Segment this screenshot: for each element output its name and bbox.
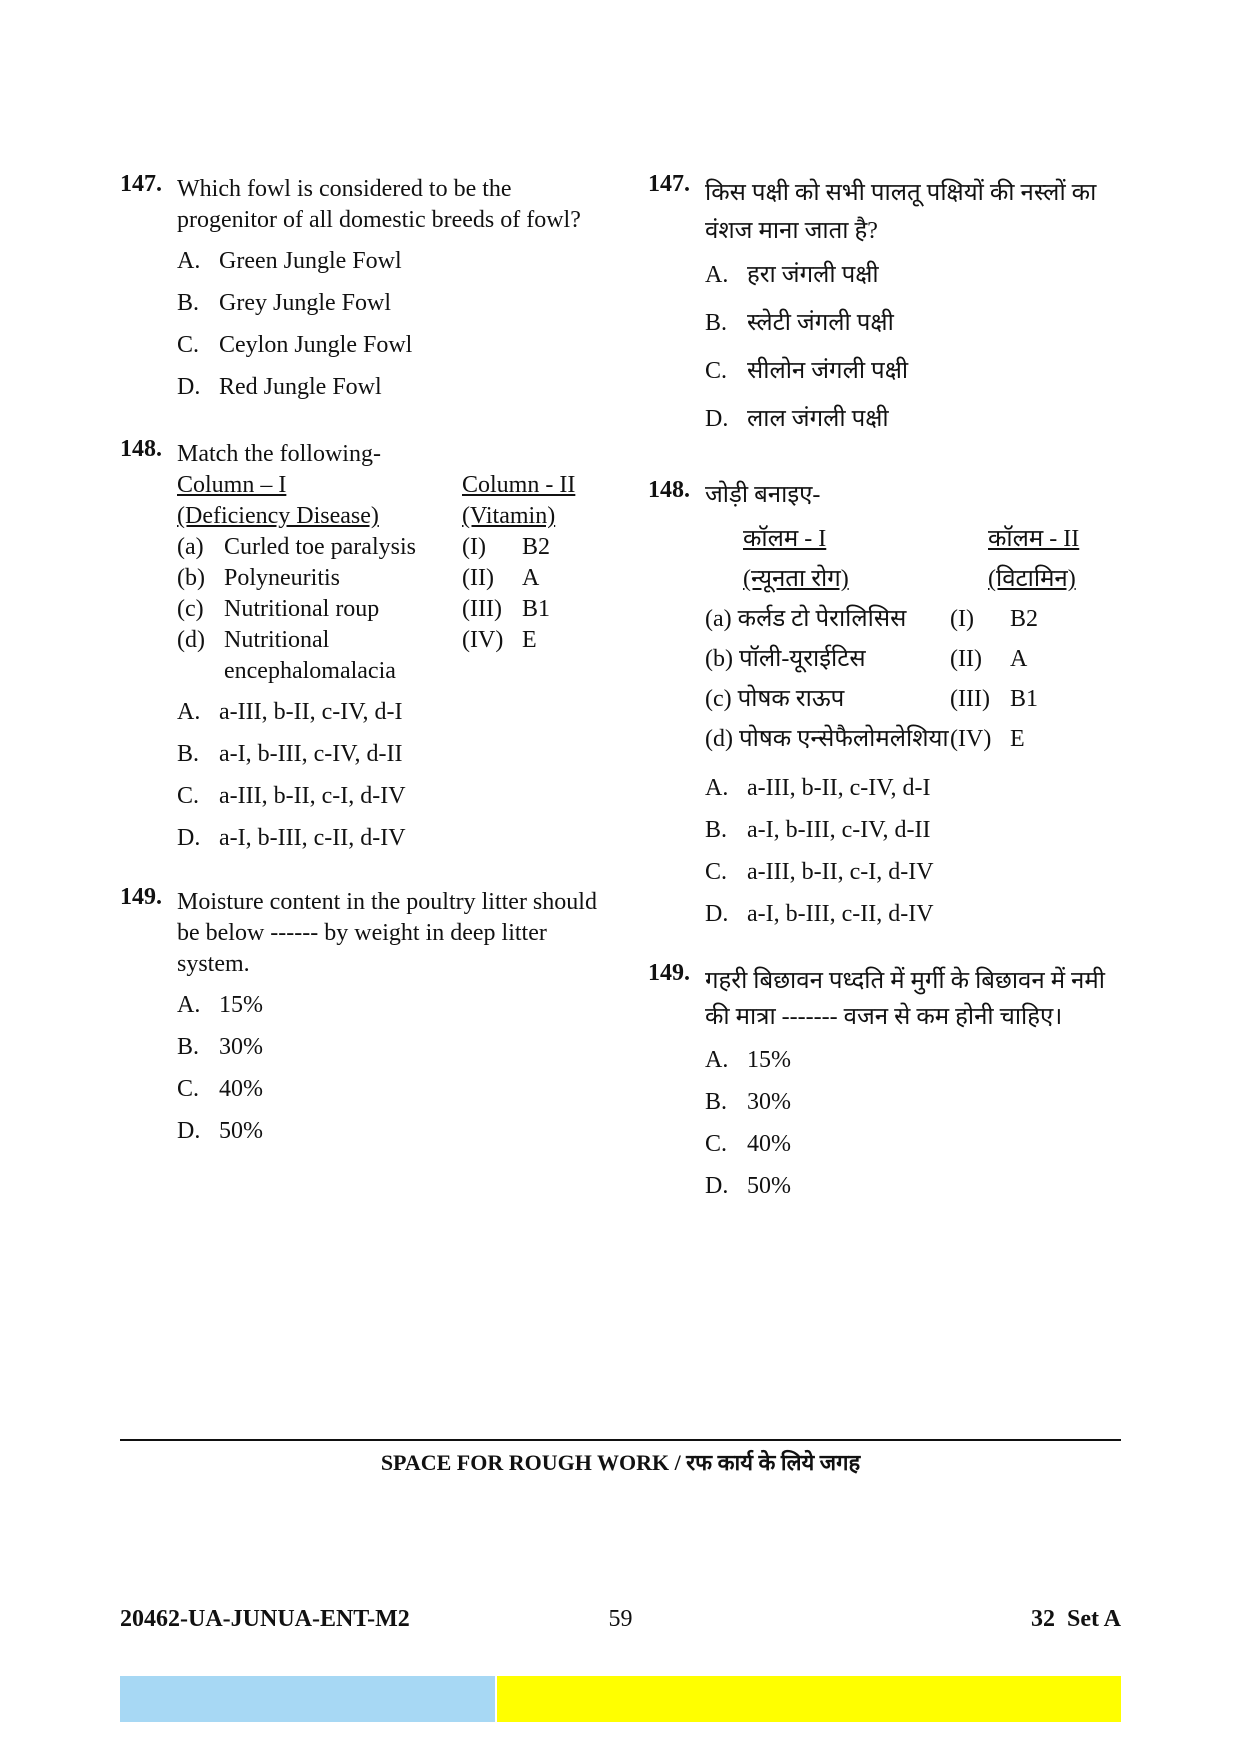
option-text: a-I, b-III, c-IV, d-II [219,741,403,767]
match-subheader [705,559,1128,599]
question-text: Moisture content in the poultry litter should be below ------ by weight in deep litter system. [177,889,597,977]
option[interactable] [177,739,600,781]
question-text: जोड़ी बनाइए- [705,482,821,508]
option[interactable] [705,773,1128,815]
option[interactable] [705,1045,1128,1087]
row-letter: (b) [177,565,205,591]
match-subheader [177,501,600,532]
option[interactable] [177,697,600,739]
option[interactable] [177,288,600,330]
row-vitamin: B2 [522,534,551,560]
option-label: C. [177,1076,200,1102]
match-row [177,532,600,563]
option-label: D. [177,825,201,851]
column-2-subtitle: (Vitamin) [462,503,556,529]
row-disease [705,644,950,675]
option[interactable] [705,1087,1128,1129]
option-text: स्लेटी जंगली पक्षी [747,310,894,336]
option[interactable] [177,1116,600,1158]
question-149-hi [648,960,1128,1213]
row-letter-inline: (b) [705,645,733,672]
option-label: D. [177,1118,201,1144]
option-label: C. [705,358,728,384]
row-letter: (d) [177,627,205,653]
option-text: 40% [747,1131,791,1157]
question-number: 147. [648,171,690,197]
row-vitamin: B1 [1010,685,1039,712]
footer-bar-blue [120,1676,495,1722]
option[interactable] [705,857,1128,899]
question-number: 148. [648,477,690,503]
question-number: 149. [648,960,690,986]
option-label: C. [177,783,200,809]
option-label: C. [177,332,200,358]
row-roman: (III) [950,685,990,712]
row-disease-text: पॉली-यूराईटिस [738,645,866,672]
option[interactable] [705,356,1128,404]
option-label: B. [177,741,200,767]
row-disease: Nutritional roup [224,596,380,622]
option-text: a-III, b-II, c-I, d-IV [747,859,934,885]
option-text: हरा जंगली पक्षी [747,262,879,288]
row-disease [705,684,950,715]
column-2-title: Column - II [462,472,576,498]
option-label: D. [705,901,729,927]
column-1-title: Column – I [177,472,287,498]
options-list [177,697,600,865]
options-list [177,990,600,1158]
question-text: Match the following- [177,441,381,467]
row-roman: (I) [462,534,486,560]
rough-work-label: SPACE FOR ROUGH WORK / रफ कार्य के लिये जगह [380,1450,861,1475]
option-text: Ceylon Jungle Fowl [219,332,413,358]
rough-work-divider [120,1439,1121,1441]
option-text: 15% [747,1047,791,1073]
option-label: B. [705,310,728,336]
option[interactable] [177,1032,600,1074]
option-text: 40% [219,1076,263,1102]
row-vitamin: B2 [1010,605,1039,632]
option-label: B. [705,1089,728,1115]
row-vitamin: A [1010,645,1028,672]
column-1-subtitle: (न्यूनता रोग) [743,566,849,592]
option[interactable] [705,1171,1128,1213]
option-label: D. [177,374,201,400]
row-letter-inline: (d) [705,725,733,752]
row-roman: (III) [462,596,502,622]
row-roman: (II) [462,565,494,591]
option[interactable] [705,1129,1128,1171]
options-list [705,260,1128,452]
row-roman: (II) [950,645,982,672]
option-text: a-I, b-III, c-II, d-IV [747,901,934,927]
question-147-hi [648,171,1128,452]
option-label: A. [705,775,729,801]
match-row [705,639,1128,679]
option-text: Grey Jungle Fowl [219,290,391,316]
match-row [705,599,1128,639]
options-list [705,773,1128,941]
option-text: a-III, b-II, c-IV, d-I [219,699,403,725]
match-row [705,679,1128,719]
option-label: C. [705,859,728,885]
option-text: 50% [219,1118,263,1144]
column-2-subtitle: (विटामिन) [988,566,1076,592]
paper-code: 20462-UA-JUNUA-ENT-M2 [120,1606,410,1632]
row-letter-inline: (c) [705,685,732,712]
question-148-hi [648,477,1128,941]
option[interactable] [177,372,600,414]
match-row [177,594,600,625]
option[interactable] [705,308,1128,356]
match-header [177,470,600,501]
match-row [705,719,1128,759]
option-label: A. [177,992,201,1018]
option-text: a-I, b-III, c-II, d-IV [219,825,406,851]
option-label: A. [177,699,201,725]
row-roman: (IV) [462,627,504,653]
question-148-en [120,436,600,865]
set-label: 32 Set A [1031,1606,1121,1632]
option[interactable] [177,246,600,288]
column-2-title: कॉलम - II [988,526,1080,552]
options-list [705,1045,1128,1213]
option-label: D. [705,1173,729,1199]
match-row [177,625,600,687]
column-1-title: कॉलम - I [743,526,827,552]
option[interactable] [705,899,1128,941]
match-row [177,563,600,594]
option-label: A. [705,1047,729,1073]
option-text: a-I, b-III, c-IV, d-II [747,817,931,843]
page-number: 59 [608,1606,633,1632]
option-text: सीलोन जंगली पक्षी [747,358,909,384]
option-text: a-III, b-II, c-I, d-IV [219,783,406,809]
row-disease: Curled toe paralysis [224,534,416,560]
row-disease-text: पोषक एन्सेफैलोमलेशिया [738,725,949,752]
row-disease [705,604,950,635]
option[interactable] [177,1074,600,1116]
option-text: 50% [747,1173,791,1199]
row-letter-inline: (a) [705,605,732,632]
options-list [177,246,600,414]
row-roman: (I) [950,605,974,632]
option[interactable] [705,404,1128,452]
row-vitamin: E [1010,725,1025,752]
question-number: 147. [120,171,162,197]
option-text: Green Jungle Fowl [219,248,402,274]
hindi-column [648,171,1128,1213]
option-text: लाल जंगली पक्षी [747,406,889,432]
question-text: किस पक्षी को सभी पालतू पक्षियों की नस्लों का वंशज माना जाता है? [705,180,1097,244]
option-label: B. [177,290,200,316]
option-label: A. [705,262,729,288]
row-letter: (c) [177,596,204,622]
question-text: गहरी बिछावन पध्दति में मुर्गी के बिछावन में नमी की मात्रा ------- वजन से कम होनी चाहिए। [705,968,1105,1030]
match-header [705,519,1128,559]
option-label: D. [705,406,729,432]
option-label: C. [705,1131,728,1157]
option-text: 30% [747,1089,791,1115]
option[interactable] [705,260,1128,308]
row-disease: Nutritional encephalomalacia [224,627,396,684]
option-text: 15% [219,992,263,1018]
option-text: a-III, b-II, c-IV, d-I [747,775,931,801]
english-column [120,171,600,1158]
option-text: Red Jungle Fowl [219,374,382,400]
row-disease: Polyneuritis [224,565,341,591]
question-149-en [120,884,600,1158]
option[interactable] [177,781,600,823]
question-147-en [120,171,600,414]
row-vitamin: B1 [522,596,551,622]
option[interactable] [705,815,1128,857]
question-number: 149. [120,884,162,910]
row-disease [705,724,950,755]
question-text: Which fowl is considered to be the progenitor of all domestic breeds of fowl? [177,176,581,233]
option-label: B. [177,1034,200,1060]
footer-bar-yellow [497,1676,1121,1722]
row-disease-text: कर्लड टो पेरालिसिस [737,605,907,632]
row-letter: (a) [177,534,204,560]
option[interactable] [177,990,600,1032]
row-roman: (IV) [950,725,992,752]
row-vitamin: E [522,627,537,653]
option-label: A. [177,248,201,274]
row-vitamin: A [522,565,540,591]
column-1-subtitle: (Deficiency Disease) [177,503,379,529]
option[interactable] [177,823,600,865]
option-text: 30% [219,1034,263,1060]
option[interactable] [177,330,600,372]
row-disease-text: पोषक राऊप [737,685,845,712]
option-label: B. [705,817,728,843]
question-number: 148. [120,436,162,462]
